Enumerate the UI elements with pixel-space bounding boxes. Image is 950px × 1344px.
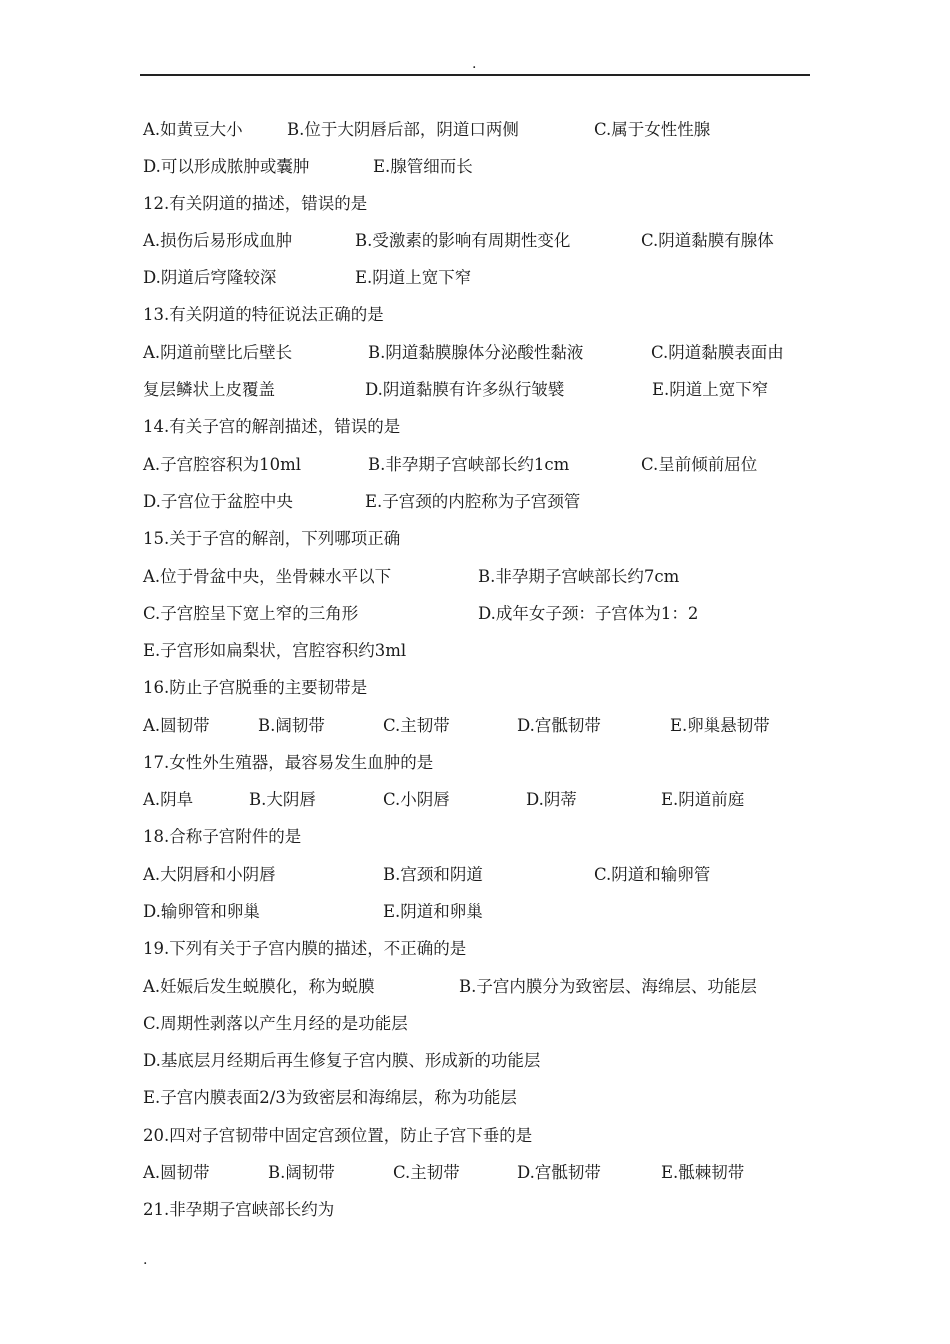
option-text: A.大阴唇和小阴唇 — [143, 865, 276, 884]
option-row — [0, 152, 950, 182]
option-text: C.阴道和输卵管 — [594, 865, 711, 884]
option-row — [0, 562, 950, 592]
question-stem — [0, 1195, 950, 1225]
option-row — [0, 599, 950, 629]
option-text: A.阴阜 — [143, 790, 194, 809]
option-text: E.子宫颈的内腔称为子宫颈管 — [365, 492, 581, 511]
option-text: C.主韧带 — [393, 1163, 460, 1182]
question-text: 19.下列有关于子宫内膜的描述，不正确的是 — [143, 939, 467, 958]
option-row — [0, 860, 950, 890]
option-text: E.子宫形如扁梨状，宫腔容积约3ml — [143, 641, 407, 660]
question-text: 20.四对子宫韧带中固定宫颈位置，防止子宫下垂的是 — [143, 1126, 533, 1145]
option-text: B.阴道黏膜腺体分泌酸性黏液 — [368, 343, 584, 362]
option-text: C.主韧带 — [383, 716, 450, 735]
option-text: B.子宫内膜分为致密层、海绵层、功能层 — [459, 977, 757, 996]
option-text: B.阔韧带 — [258, 716, 325, 735]
option-text: E.腺管细而长 — [373, 157, 473, 176]
question-stem — [0, 524, 950, 554]
option-text: E.阴道和卵巢 — [383, 902, 483, 921]
question-stem — [0, 673, 950, 703]
question-stem — [0, 189, 950, 219]
option-text: D.基底层月经期后再生修复子宫内膜、形成新的功能层 — [143, 1051, 541, 1070]
question-stem — [0, 748, 950, 778]
option-row — [0, 972, 950, 1002]
option-text: D.宫骶韧带 — [517, 1163, 601, 1182]
option-row — [0, 338, 950, 368]
question-stem — [0, 1121, 950, 1151]
question-stem — [0, 822, 950, 852]
footer-mark: . — [143, 1252, 148, 1268]
option-text: D.宫骶韧带 — [517, 716, 601, 735]
option-row — [0, 115, 950, 145]
option-text: C.阴道黏膜表面由 — [651, 343, 784, 362]
option-row — [0, 897, 950, 927]
header-rule — [140, 74, 810, 76]
question-text: 16.防止子宫脱垂的主要韧带是 — [143, 678, 368, 697]
header-mark: . — [472, 56, 477, 72]
option-text: C.呈前倾前屈位 — [641, 455, 758, 474]
option-text: A.圆韧带 — [143, 716, 210, 735]
option-text: D.阴道后穹隆较深 — [143, 268, 277, 287]
question-text: 18.合称子宫附件的是 — [143, 827, 302, 846]
question-text: 12.有关阴道的描述，错误的是 — [143, 194, 368, 213]
option-text: A.子宫腔容积为10ml — [143, 455, 302, 474]
option-text: B.位于大阴唇后部，阴道口两侧 — [287, 120, 519, 139]
option-text: A.如黄豆大小 — [143, 120, 243, 139]
question-stem — [0, 412, 950, 442]
option-text: E.卵巢悬韧带 — [670, 716, 770, 735]
option-row — [0, 375, 950, 405]
question-stem — [0, 934, 950, 964]
option-text: E.阴道上宽下窄 — [355, 268, 472, 287]
option-text: D.子宫位于盆腔中央 — [143, 492, 293, 511]
option-row — [0, 1046, 950, 1076]
option-text: D.阴道黏膜有许多纵行皱襞 — [365, 380, 565, 399]
option-text: B.大阴唇 — [249, 790, 316, 809]
option-text: E.骶棘韧带 — [661, 1163, 745, 1182]
question-text: 13.有关阴道的特征说法正确的是 — [143, 305, 384, 324]
option-text: E.阴道上宽下窄 — [652, 380, 769, 399]
option-text: C.阴道黏膜有腺体 — [641, 231, 774, 250]
question-stem — [0, 300, 950, 330]
option-text: A.阴道前壁比后壁长 — [143, 343, 293, 362]
option-text: A.圆韧带 — [143, 1163, 210, 1182]
option-row — [0, 1009, 950, 1039]
option-text: A.妊娠后发生蜕膜化，称为蜕膜 — [143, 977, 375, 996]
option-text: C.周期性剥落以产生月经的是功能层 — [143, 1014, 408, 1033]
option-text: D.输卵管和卵巢 — [143, 902, 260, 921]
option-text: B.非孕期子宫峡部长约7cm — [478, 567, 680, 586]
option-row — [0, 450, 950, 480]
option-text: 复层鳞状上皮覆盖 — [143, 380, 275, 399]
option-text: B.阔韧带 — [268, 1163, 335, 1182]
option-text: E.子宫内膜表面2/3为致密层和海绵层，称为功能层 — [143, 1088, 517, 1107]
option-text: C.小阴唇 — [383, 790, 450, 809]
option-text: C.属于女性性腺 — [594, 120, 711, 139]
option-text: A.位于骨盆中央，坐骨棘水平以下 — [143, 567, 392, 586]
option-row — [0, 263, 950, 293]
option-row — [0, 487, 950, 517]
question-text: 14.有关子宫的解剖描述，错误的是 — [143, 417, 401, 436]
option-text: A.损伤后易形成血肿 — [143, 231, 293, 250]
question-text: 15.关于子宫的解剖，下列哪项正确 — [143, 529, 401, 548]
option-text: D.成年女子颈：子宫体为1：2 — [478, 604, 699, 623]
question-text: 17.女性外生殖器，最容易发生血肿的是 — [143, 753, 434, 772]
option-row — [0, 1158, 950, 1188]
question-text: 21.非孕期子宫峡部长约为 — [143, 1200, 335, 1219]
option-text: B.非孕期子宫峡部长约1cm — [368, 455, 570, 474]
option-row — [0, 636, 950, 666]
option-row — [0, 711, 950, 741]
option-text: B.受激素的影响有周期性变化 — [355, 231, 571, 250]
option-row — [0, 226, 950, 256]
option-text: D.可以形成脓肿或囊肿 — [143, 157, 310, 176]
option-text: C.子宫腔呈下宽上窄的三角形 — [143, 604, 359, 623]
option-row — [0, 1083, 950, 1113]
option-text: B.宫颈和阴道 — [383, 865, 483, 884]
option-text: E.阴道前庭 — [661, 790, 745, 809]
option-text: D.阴蒂 — [526, 790, 577, 809]
option-row — [0, 785, 950, 815]
